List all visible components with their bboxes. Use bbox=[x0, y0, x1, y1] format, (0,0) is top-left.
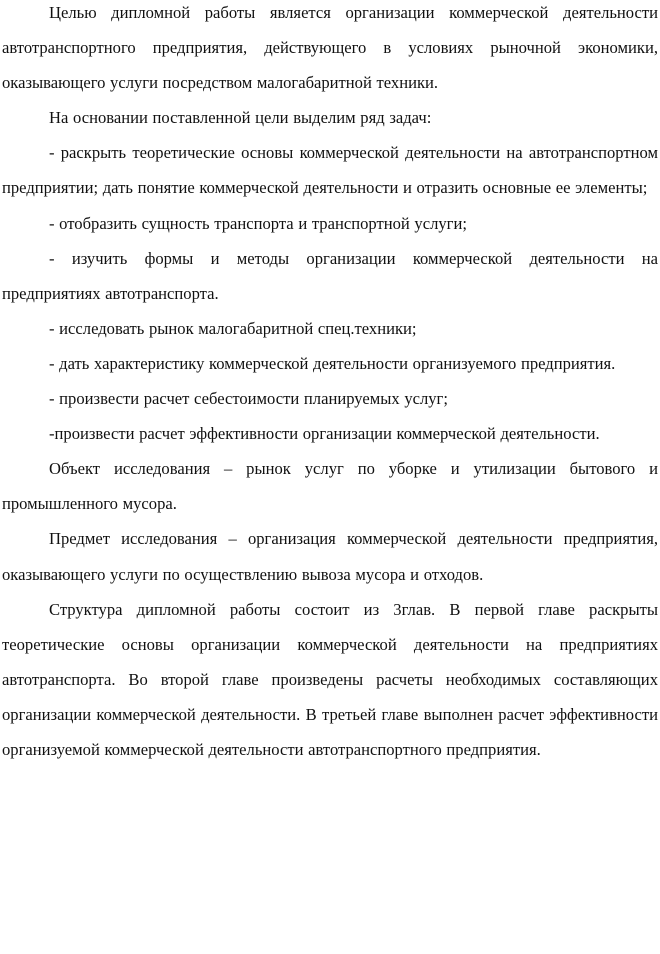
paragraph-structure: Структура дипломной работы состоит из 3глав. В первой главе раскрыты теоретические основы организации коммерческой деятельности на предприятиях автотранспорта. Во второй главе произведены расчеты необходимых составляющих организации коммерческой деятельности. В третьей главе выполнен расчет эффективности организуемой коммерческой деятельности автотранспортного предприятия. bbox=[2, 599, 658, 759]
paragraph-tasks-intro: На основании поставленной цели выделим ряд задач: bbox=[49, 108, 432, 128]
paragraph-goal: Целью дипломной работы является организации коммерческой деятельности автотранспортного предприятия, действующего в условиях рыночной экономики, оказывающего услуги посредством малогабаритной техники. bbox=[2, 3, 658, 93]
list-item: -произвести расчет эффективности организации коммерческой деятельности. bbox=[49, 424, 600, 444]
paragraph-object: Объект исследования – рынок услуг по уборке и утилизации бытового и промышленного мусора. bbox=[2, 459, 658, 514]
list-item: - изучить формы и методы организации коммерческой деятельности на предприятиях автотранспорта. bbox=[2, 248, 658, 303]
list-item: - дать характеристику коммерческой деятельности организуемого предприятия. bbox=[49, 353, 616, 373]
paragraph-subject: Предмет исследования – организация коммерческой деятельности предприятия, оказывающего услуги по осуществлению вывоза мусора и отходов. bbox=[2, 529, 658, 584]
list-item: - исследовать рынок малогабаритной спец.техники; bbox=[49, 318, 417, 338]
list-item: - раскрыть теоретические основы коммерческой деятельности на автотранспортном предприятии; дать понятие коммерческой деятельности и отразить основные ее элементы; bbox=[2, 143, 658, 198]
list-item: - отобразить сущность транспорта и транспортной услуги; bbox=[49, 213, 467, 233]
list-item: - произвести расчет себестоимости планируемых услуг; bbox=[49, 389, 448, 409]
